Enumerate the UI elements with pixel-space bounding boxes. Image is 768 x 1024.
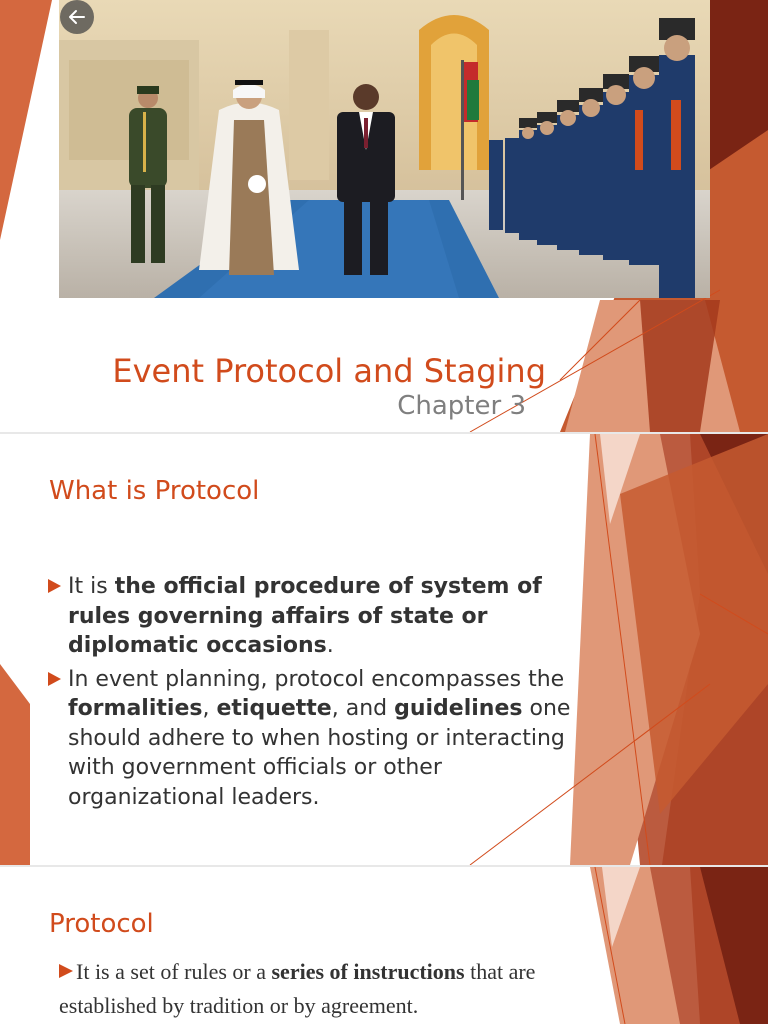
hero-photo xyxy=(59,0,710,298)
slide-subtitle-text: Chapter 3 xyxy=(397,391,526,421)
paragraph-text: that are established by tradition or by agreement. xyxy=(59,959,536,1018)
back-button[interactable] xyxy=(60,0,94,34)
ceremony-photo-illustration xyxy=(59,0,710,298)
slide-what-is-protocol xyxy=(0,434,768,865)
section-heading: What is Protocol xyxy=(49,476,260,506)
bullet-arrow-icon xyxy=(48,672,61,686)
bullet-text: , xyxy=(202,696,217,721)
slide-title-text: Event Protocol and Staging xyxy=(112,352,546,390)
list-item xyxy=(48,572,578,661)
bullet-bold-text: guidelines xyxy=(394,696,523,721)
bullet-text: . xyxy=(326,633,334,658)
paragraph-text: It is a set of rules or a xyxy=(76,959,272,984)
bullet-bold-text: etiquette xyxy=(216,696,332,721)
bullet-text: , and xyxy=(331,696,395,721)
section-heading: Protocol xyxy=(49,909,154,939)
bullet-bold-text: formalities xyxy=(68,696,203,721)
slide-protocol xyxy=(0,867,768,1024)
bullet-bold-text: the official procedure of system of rules governing affairs of state or diplomatic occasions xyxy=(68,574,542,658)
slide-title xyxy=(0,0,768,432)
arrow-left-icon xyxy=(67,7,87,27)
bullet-list xyxy=(48,572,578,816)
bullet-arrow-icon xyxy=(48,579,61,593)
bullet-arrow-icon xyxy=(59,964,73,978)
list-item xyxy=(48,665,578,813)
bullet-text: one should adhere to when hosting or interacting with government officials or other organizational leaders. xyxy=(68,696,571,810)
paragraph-bold-text: series of instructions xyxy=(271,959,465,984)
bullet-text: It is xyxy=(68,574,115,599)
paragraph xyxy=(59,955,619,1023)
bullet-text: In event planning, protocol encompasses the xyxy=(68,666,565,692)
